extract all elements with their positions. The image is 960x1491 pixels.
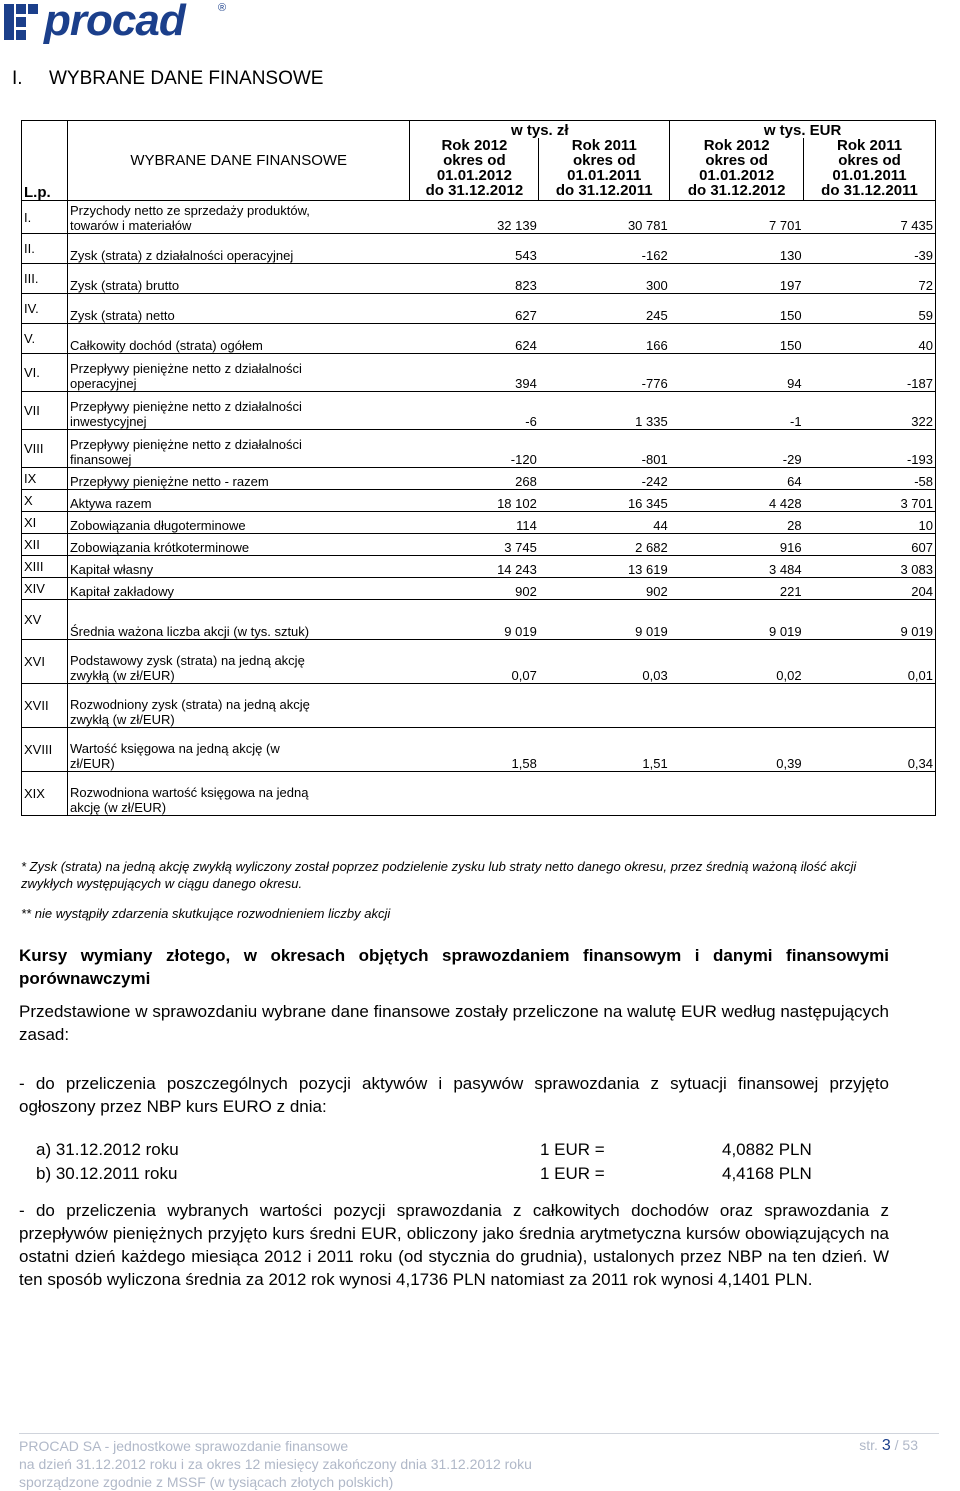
header-period-line: do 31.12.2011 xyxy=(555,182,653,199)
row-value-col-2: 9 019 xyxy=(539,600,670,640)
row-value-col-4: 0,01 xyxy=(804,640,936,684)
row-lp: VII xyxy=(22,392,68,430)
rate-row-2012-eq: 1 EUR = xyxy=(540,1140,605,1159)
header-period-line: 01.01.2011 xyxy=(567,167,642,184)
row-label xyxy=(67,294,409,324)
row-label xyxy=(67,600,409,640)
row-label-line: towarów i materiałów xyxy=(69,218,192,233)
row-lp: III. xyxy=(22,264,68,294)
row-value-col-3: 0,39 xyxy=(670,728,804,772)
row-value-col-2: 2 682 xyxy=(539,534,670,556)
row-value-col-4: 10 xyxy=(804,512,936,534)
row-label xyxy=(67,556,409,578)
row-value-col-3: 9 019 xyxy=(670,600,804,640)
header-period-line: okres od xyxy=(705,152,768,169)
header-period-line: 01.01.2011 xyxy=(832,167,907,184)
row-value-col-2: 1,51 xyxy=(539,728,670,772)
table-row xyxy=(22,468,936,490)
row-label xyxy=(67,201,409,234)
row-value-col-4: 7 435 xyxy=(804,201,936,234)
row-value-col-3: 3 484 xyxy=(670,556,804,578)
bullet-income-cashflow: - do przeliczenia wybranych wartości pozycji sprawozdania z całkowitych dochodów oraz sprawozdania z przepływów pieniężnych przyjęto kurs średni EUR, obliczony jako średnia arytmetyczna kursów obowiązujących na ostatni dzień każdego miesiąca 2012 i 2011 roku (od stycznia do grudnia), ustalonych przez NBP na ten dzień. W ten sposób wyliczona średnia za 2012 rok wynosi 4,1736 PLN natomiast za 2011 rok wynosi 4,1401 PLN. xyxy=(19,1201,889,1289)
row-label xyxy=(67,728,409,772)
row-value-col-1: 823 xyxy=(410,264,539,294)
row-lp: XV xyxy=(22,600,68,640)
row-value-col-2: -776 xyxy=(539,354,670,392)
row-lp: VIII xyxy=(22,430,68,468)
table-row xyxy=(22,728,936,772)
row-value-col-4: -58 xyxy=(804,468,936,490)
row-label-line: Przepływy pieniężne netto - razem xyxy=(69,474,269,489)
row-lp: XVI xyxy=(22,640,68,684)
row-value-col-3: -29 xyxy=(670,430,804,468)
note-dilution: ** nie wystąpiły zdarzenia skutkujące rozwodnieniem liczby akcji xyxy=(21,906,391,921)
table-row xyxy=(22,534,936,556)
row-value-col-3: 94 xyxy=(670,354,804,392)
header-period-line: okres od xyxy=(838,152,901,169)
header-period-col-3 xyxy=(670,138,804,201)
row-value-col-1: 624 xyxy=(410,324,539,354)
row-lp: XI xyxy=(22,512,68,534)
row-value-col-4: 0,34 xyxy=(804,728,936,772)
table-row xyxy=(22,392,936,430)
row-value-col-3: 64 xyxy=(670,468,804,490)
row-label-line: zł/EUR) xyxy=(69,756,115,771)
row-value-col-4: 40 xyxy=(804,324,936,354)
table-row xyxy=(22,490,936,512)
row-label xyxy=(67,684,409,728)
row-value-col-4 xyxy=(804,772,936,816)
table-header-group-row xyxy=(22,121,936,139)
header-period-line: do 31.12.2011 xyxy=(821,182,918,199)
table-row xyxy=(22,684,936,728)
header-period-line: 01.01.2012 xyxy=(436,167,512,184)
table-row xyxy=(22,512,936,534)
row-label-line: Zysk (strata) z działalności operacyjnej xyxy=(69,248,294,263)
row-value-col-3: 4 428 xyxy=(670,490,804,512)
row-value-col-4: -193 xyxy=(804,430,936,468)
row-value-col-3: 916 xyxy=(670,534,804,556)
row-lp: IX xyxy=(22,468,68,490)
row-value-col-4 xyxy=(804,684,936,728)
row-value-col-1: 543 xyxy=(410,234,539,264)
table-row xyxy=(22,772,936,816)
row-value-col-1: 902 xyxy=(410,578,539,600)
row-lp: XIII xyxy=(22,556,68,578)
header-period-line: okres od xyxy=(443,152,506,169)
row-label xyxy=(67,264,409,294)
row-lp: XII xyxy=(22,534,68,556)
row-value-col-4: 59 xyxy=(804,294,936,324)
row-value-col-1 xyxy=(410,772,539,816)
row-label-line: inwestycyjnej xyxy=(69,414,147,429)
table-row xyxy=(22,234,936,264)
row-value-col-1: -6 xyxy=(410,392,539,430)
row-label-line: Przepływy pieniężne netto z działalności xyxy=(69,437,302,452)
row-value-col-2 xyxy=(539,772,670,816)
table-row xyxy=(22,556,936,578)
financial-data-table xyxy=(21,120,936,816)
rate-row-2012-date: a) 31.12.2012 roku xyxy=(36,1140,179,1159)
row-label-line: Wartość księgowa na jedną akcję (w xyxy=(69,741,280,756)
row-label xyxy=(67,468,409,490)
row-label xyxy=(67,354,409,392)
row-value-col-3: 221 xyxy=(670,578,804,600)
row-label-line: Przepływy pieniężne netto z działalności xyxy=(69,399,302,414)
logo-mark-icon xyxy=(4,4,40,40)
section-number: I. xyxy=(12,68,23,89)
row-value-col-3 xyxy=(670,684,804,728)
row-value-col-1: 627 xyxy=(410,294,539,324)
row-value-col-1: 3 745 xyxy=(410,534,539,556)
row-label xyxy=(67,640,409,684)
header-group-eur: w tys. EUR xyxy=(670,121,936,139)
header-period-line: do 31.12.2012 xyxy=(687,182,786,199)
row-value-col-2: 44 xyxy=(539,512,670,534)
row-label-line: Kapitał zakładowy xyxy=(69,584,175,599)
row-value-col-3 xyxy=(670,772,804,816)
row-value-col-2: 16 345 xyxy=(539,490,670,512)
row-value-col-3: 28 xyxy=(670,512,804,534)
row-value-col-4: 204 xyxy=(804,578,936,600)
row-value-col-1: 32 139 xyxy=(410,201,539,234)
row-value-col-1: 268 xyxy=(410,468,539,490)
row-label xyxy=(67,772,409,816)
row-value-col-3: 0,02 xyxy=(670,640,804,684)
table-row xyxy=(22,354,936,392)
logo-registered-mark: ® xyxy=(218,2,227,14)
intro-paragraph: Przedstawione w sprawozdaniu wybrane dane finansowe zostały przeliczone na walutę EUR według następujących zasad: xyxy=(19,1002,889,1044)
row-lp: XVIII xyxy=(22,728,68,772)
row-label-line: Kapitał własny xyxy=(69,562,154,577)
row-lp: IV. xyxy=(22,294,68,324)
table-row xyxy=(22,430,936,468)
header-period-line: Rok 2012 xyxy=(703,137,770,154)
header-period-col-1 xyxy=(410,138,539,201)
row-value-col-3: 150 xyxy=(670,294,804,324)
row-lp: XIX xyxy=(22,772,68,816)
row-label xyxy=(67,324,409,354)
row-label-line: zwykłą (w zł/EUR) xyxy=(69,712,175,727)
footer-line-3: sporządzone zgodnie z MSSF (w tysiącach złotych polskich) xyxy=(19,1474,394,1490)
row-lp: VI. xyxy=(22,354,68,392)
rate-row-2011-eq: 1 EUR = xyxy=(540,1164,605,1183)
header-title: WYBRANE DANE FINANSOWE xyxy=(67,121,409,201)
header-period-line: Rok 2012 xyxy=(441,137,508,154)
row-lp: V. xyxy=(22,324,68,354)
row-lp: II. xyxy=(22,234,68,264)
row-value-col-2: 300 xyxy=(539,264,670,294)
row-label-line: Rozwodniona wartość księgowa na jedną xyxy=(69,785,309,800)
row-value-col-1: 114 xyxy=(410,512,539,534)
row-value-col-3: 197 xyxy=(670,264,804,294)
header-period-line: do 31.12.2012 xyxy=(425,182,524,199)
row-label-line: Średnia ważona liczba akcji (w tys. sztuk) xyxy=(69,624,310,639)
rate-row-2012-value: 4,0882 PLN xyxy=(722,1140,812,1159)
row-value-col-3: -1 xyxy=(670,392,804,430)
footer-line-1: PROCAD SA - jednostkowe sprawozdanie finansowe xyxy=(19,1438,349,1454)
row-value-col-1: 14 243 xyxy=(410,556,539,578)
header-period-line: okres od xyxy=(573,152,636,169)
row-value-col-1: 0,07 xyxy=(410,640,539,684)
table-row xyxy=(22,640,936,684)
row-lp: XIV xyxy=(22,578,68,600)
row-label xyxy=(67,534,409,556)
row-value-col-2: 1 335 xyxy=(539,392,670,430)
row-value-col-3: 130 xyxy=(670,234,804,264)
footer-divider xyxy=(19,1433,939,1434)
row-value-col-2 xyxy=(539,684,670,728)
row-value-col-4: -187 xyxy=(804,354,936,392)
header-period-line: Rok 2011 xyxy=(837,137,903,154)
table-row xyxy=(22,201,936,234)
row-value-col-2: 245 xyxy=(539,294,670,324)
header-period-line: Rok 2011 xyxy=(571,137,637,154)
row-label-line: Zobowiązania długoterminowe xyxy=(69,518,246,533)
row-label-line: Przychody netto ze sprzedaży produktów, xyxy=(69,203,310,218)
row-label-line: Zysk (strata) brutto xyxy=(69,278,180,293)
section-title xyxy=(12,68,323,90)
row-value-col-2: -162 xyxy=(539,234,670,264)
row-value-col-2: -801 xyxy=(539,430,670,468)
row-label xyxy=(67,392,409,430)
header-period-col-4 xyxy=(804,138,936,201)
row-label-line: Całkowity dochód (strata) ogółem xyxy=(69,338,263,353)
row-value-col-2: 166 xyxy=(539,324,670,354)
row-value-col-2: 13 619 xyxy=(539,556,670,578)
row-value-col-3: 150 xyxy=(670,324,804,354)
table-row xyxy=(22,294,936,324)
row-value-col-1: 394 xyxy=(410,354,539,392)
table-row xyxy=(22,578,936,600)
page-current: 3 xyxy=(881,1437,891,1454)
table-row xyxy=(22,600,936,640)
row-label xyxy=(67,578,409,600)
footer xyxy=(19,1437,532,1491)
table-row xyxy=(22,324,936,354)
header-group-pln: w tys. zł xyxy=(410,121,670,139)
note-eps: * Zysk (strata) na jedną akcję zwykłą wyliczony został poprzez podzielenie zysku lub straty netto danego okresu, przez średnią ważoną ilość akcji zwykłych występujących w ciągu danego okresu. xyxy=(21,859,857,891)
header-period-line: 01.01.2012 xyxy=(699,167,775,184)
row-value-col-1 xyxy=(410,684,539,728)
row-value-col-4: -39 xyxy=(804,234,936,264)
row-value-col-1: 1,58 xyxy=(410,728,539,772)
row-label xyxy=(67,512,409,534)
row-value-col-4: 3 701 xyxy=(804,490,936,512)
row-value-col-3: 7 701 xyxy=(670,201,804,234)
row-label-line: finansowej xyxy=(69,452,132,467)
row-label-line: Podstawowy zysk (strata) na jedną akcję xyxy=(69,653,305,668)
row-value-col-2: 0,03 xyxy=(539,640,670,684)
row-label-line: Zysk (strata) netto xyxy=(69,308,175,323)
rate-row-2011-date: b) 30.12.2011 roku xyxy=(36,1164,178,1183)
page-prefix: str. xyxy=(859,1437,878,1453)
row-value-col-4: 607 xyxy=(804,534,936,556)
rate-row-2011-value: 4,4168 PLN xyxy=(722,1164,812,1183)
procad-logo xyxy=(4,2,234,44)
row-label-line: akcję (w zł/EUR) xyxy=(69,800,167,815)
row-lp: XVII xyxy=(22,684,68,728)
row-value-col-2: -242 xyxy=(539,468,670,490)
row-value-col-2: 30 781 xyxy=(539,201,670,234)
row-label-line: Rozwodniony zysk (strata) na jedną akcję xyxy=(69,697,310,712)
row-value-col-4: 3 083 xyxy=(804,556,936,578)
row-value-col-2: 902 xyxy=(539,578,670,600)
row-value-col-1: 9 019 xyxy=(410,600,539,640)
row-label xyxy=(67,234,409,264)
page-total: 53 xyxy=(902,1437,918,1453)
logo-text: procad xyxy=(44,0,185,45)
bullet-balance-sheet: - do przeliczenia poszczególnych pozycji aktywów i pasywów sprawozdania z sytuacji finansowej przyjęto ogłoszony przez NBP kurs EURO z dnia: xyxy=(19,1074,889,1116)
row-value-col-1: -120 xyxy=(410,430,539,468)
row-value-col-4: 72 xyxy=(804,264,936,294)
row-label xyxy=(67,490,409,512)
row-value-col-4: 322 xyxy=(804,392,936,430)
page-number xyxy=(859,1437,918,1455)
row-label-line: zwykłą (w zł/EUR) xyxy=(69,668,175,683)
row-label-line: Zobowiązania krótkoterminowe xyxy=(69,540,250,555)
row-value-col-4: 9 019 xyxy=(804,600,936,640)
exchange-rates-heading: Kursy wymiany złotego, w okresach objętych sprawozdaniem finansowym i danymi finansowymi porównawczymi xyxy=(19,946,889,988)
row-lp: I. xyxy=(22,201,68,234)
header-period-col-2 xyxy=(539,138,670,201)
section-title-text: WYBRANE DANE FINANSOWE xyxy=(49,68,324,89)
footer-line-2: na dzień 31.12.2012 roku i za okres 12 miesięcy zakończony dnia 31.12.2012 roku xyxy=(19,1456,532,1472)
row-value-col-1: 18 102 xyxy=(410,490,539,512)
row-label-line: Aktywa razem xyxy=(69,496,152,511)
row-label xyxy=(67,430,409,468)
row-lp: X xyxy=(22,490,68,512)
page-separator: / xyxy=(890,1437,903,1453)
row-label-line: operacyjnej xyxy=(69,376,137,391)
table-row xyxy=(22,264,936,294)
row-label-line: Przepływy pieniężne netto z działalności xyxy=(69,361,302,376)
header-lp: L.p. xyxy=(22,121,68,201)
